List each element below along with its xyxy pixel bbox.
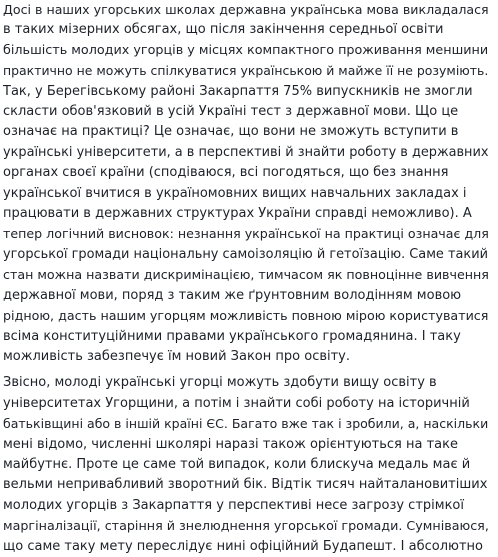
- text-line: органах своєї країни (сподіваюся, всі погодяться, що без знання: [3, 165, 449, 181]
- text-line: майбутнє. Проте це саме той випадок, коли блискуча медаль має й: [3, 456, 471, 472]
- text-line: працювати в державних структурах України справді неможливо). А: [3, 206, 472, 222]
- text-line: означає на практиці? Це означає, що вони не зможуть вступити в: [3, 124, 459, 140]
- text-line: скласти обов'язковий в усій Україні тест з державної мови. Що це: [3, 104, 459, 120]
- text-line: державної мови, поряд з таким же ґрунтовним володінням мовою: [3, 287, 462, 303]
- post-paragraph: [3, 0, 489, 367]
- text-line: практично не можуть спілкуватися українською й майже її не розуміють.: [3, 63, 489, 79]
- text-line: всіма конституційними правами українського громадянина. І таку: [3, 328, 461, 344]
- text-line: молодих угорців з Закарпаття у перспективі несе загрозу стрімкої: [3, 497, 464, 513]
- text-line: більшість молодих угорців у місцях компактного проживання меншини: [3, 42, 489, 58]
- text-line: мені відомо, численні школярі наразі також орієнтуються на таке: [3, 436, 458, 452]
- text-line: угорської громади національну самоізоляцію й гетоїзацію. Саме такий: [3, 246, 488, 262]
- text-line: тепер логічний висновок: незнання української на практиці означає для: [3, 226, 489, 242]
- text-line: в таких мізерних обсягах, що після закінчення середньої освіти: [3, 22, 444, 38]
- text-line: стан можна назвати дискримінацією, тимчасом як повноцінне вивчення: [3, 267, 489, 283]
- text-line: можливість забезпечує їм новий Закон про освіту.: [3, 348, 351, 364]
- text-line: Досі в наших угорських школах державна українська мова викладалася: [3, 2, 489, 17]
- text-line: маргіналізації, старіння й знелюднення угорської громади. Сумніваюся,: [3, 518, 489, 534]
- text-line: вельми непривабливий зворотний бік. Відтік тисяч найталановитіших: [3, 477, 488, 493]
- text-line: що саме таку мету переслідує нині офіційний Будапешт. І абсолютно: [3, 538, 484, 554]
- text-line: Так, у Берегівському районі Закарпаття 75% випускників не змогли: [3, 83, 473, 99]
- text-line: батьківщині або в іншій країні ЄС. Багато вже так і зробили, а, наскільки: [3, 416, 489, 432]
- text-line: Звісно, молоді українські угорці можуть здобути вищу освіту в: [3, 375, 437, 391]
- text-line: української вчитися в україномовних вищих навчальних закладах і: [3, 185, 467, 201]
- text-line: рідною, дасть нашим угорцям можливість повною мірою користуватися: [3, 308, 489, 324]
- text-line: українські університети, а в перспективі й знайти роботу в державних: [3, 144, 489, 160]
- text-line: університетах Угорщини, а потім і знайти собі роботу на історичній: [3, 395, 470, 411]
- post-paragraph: [3, 373, 489, 557]
